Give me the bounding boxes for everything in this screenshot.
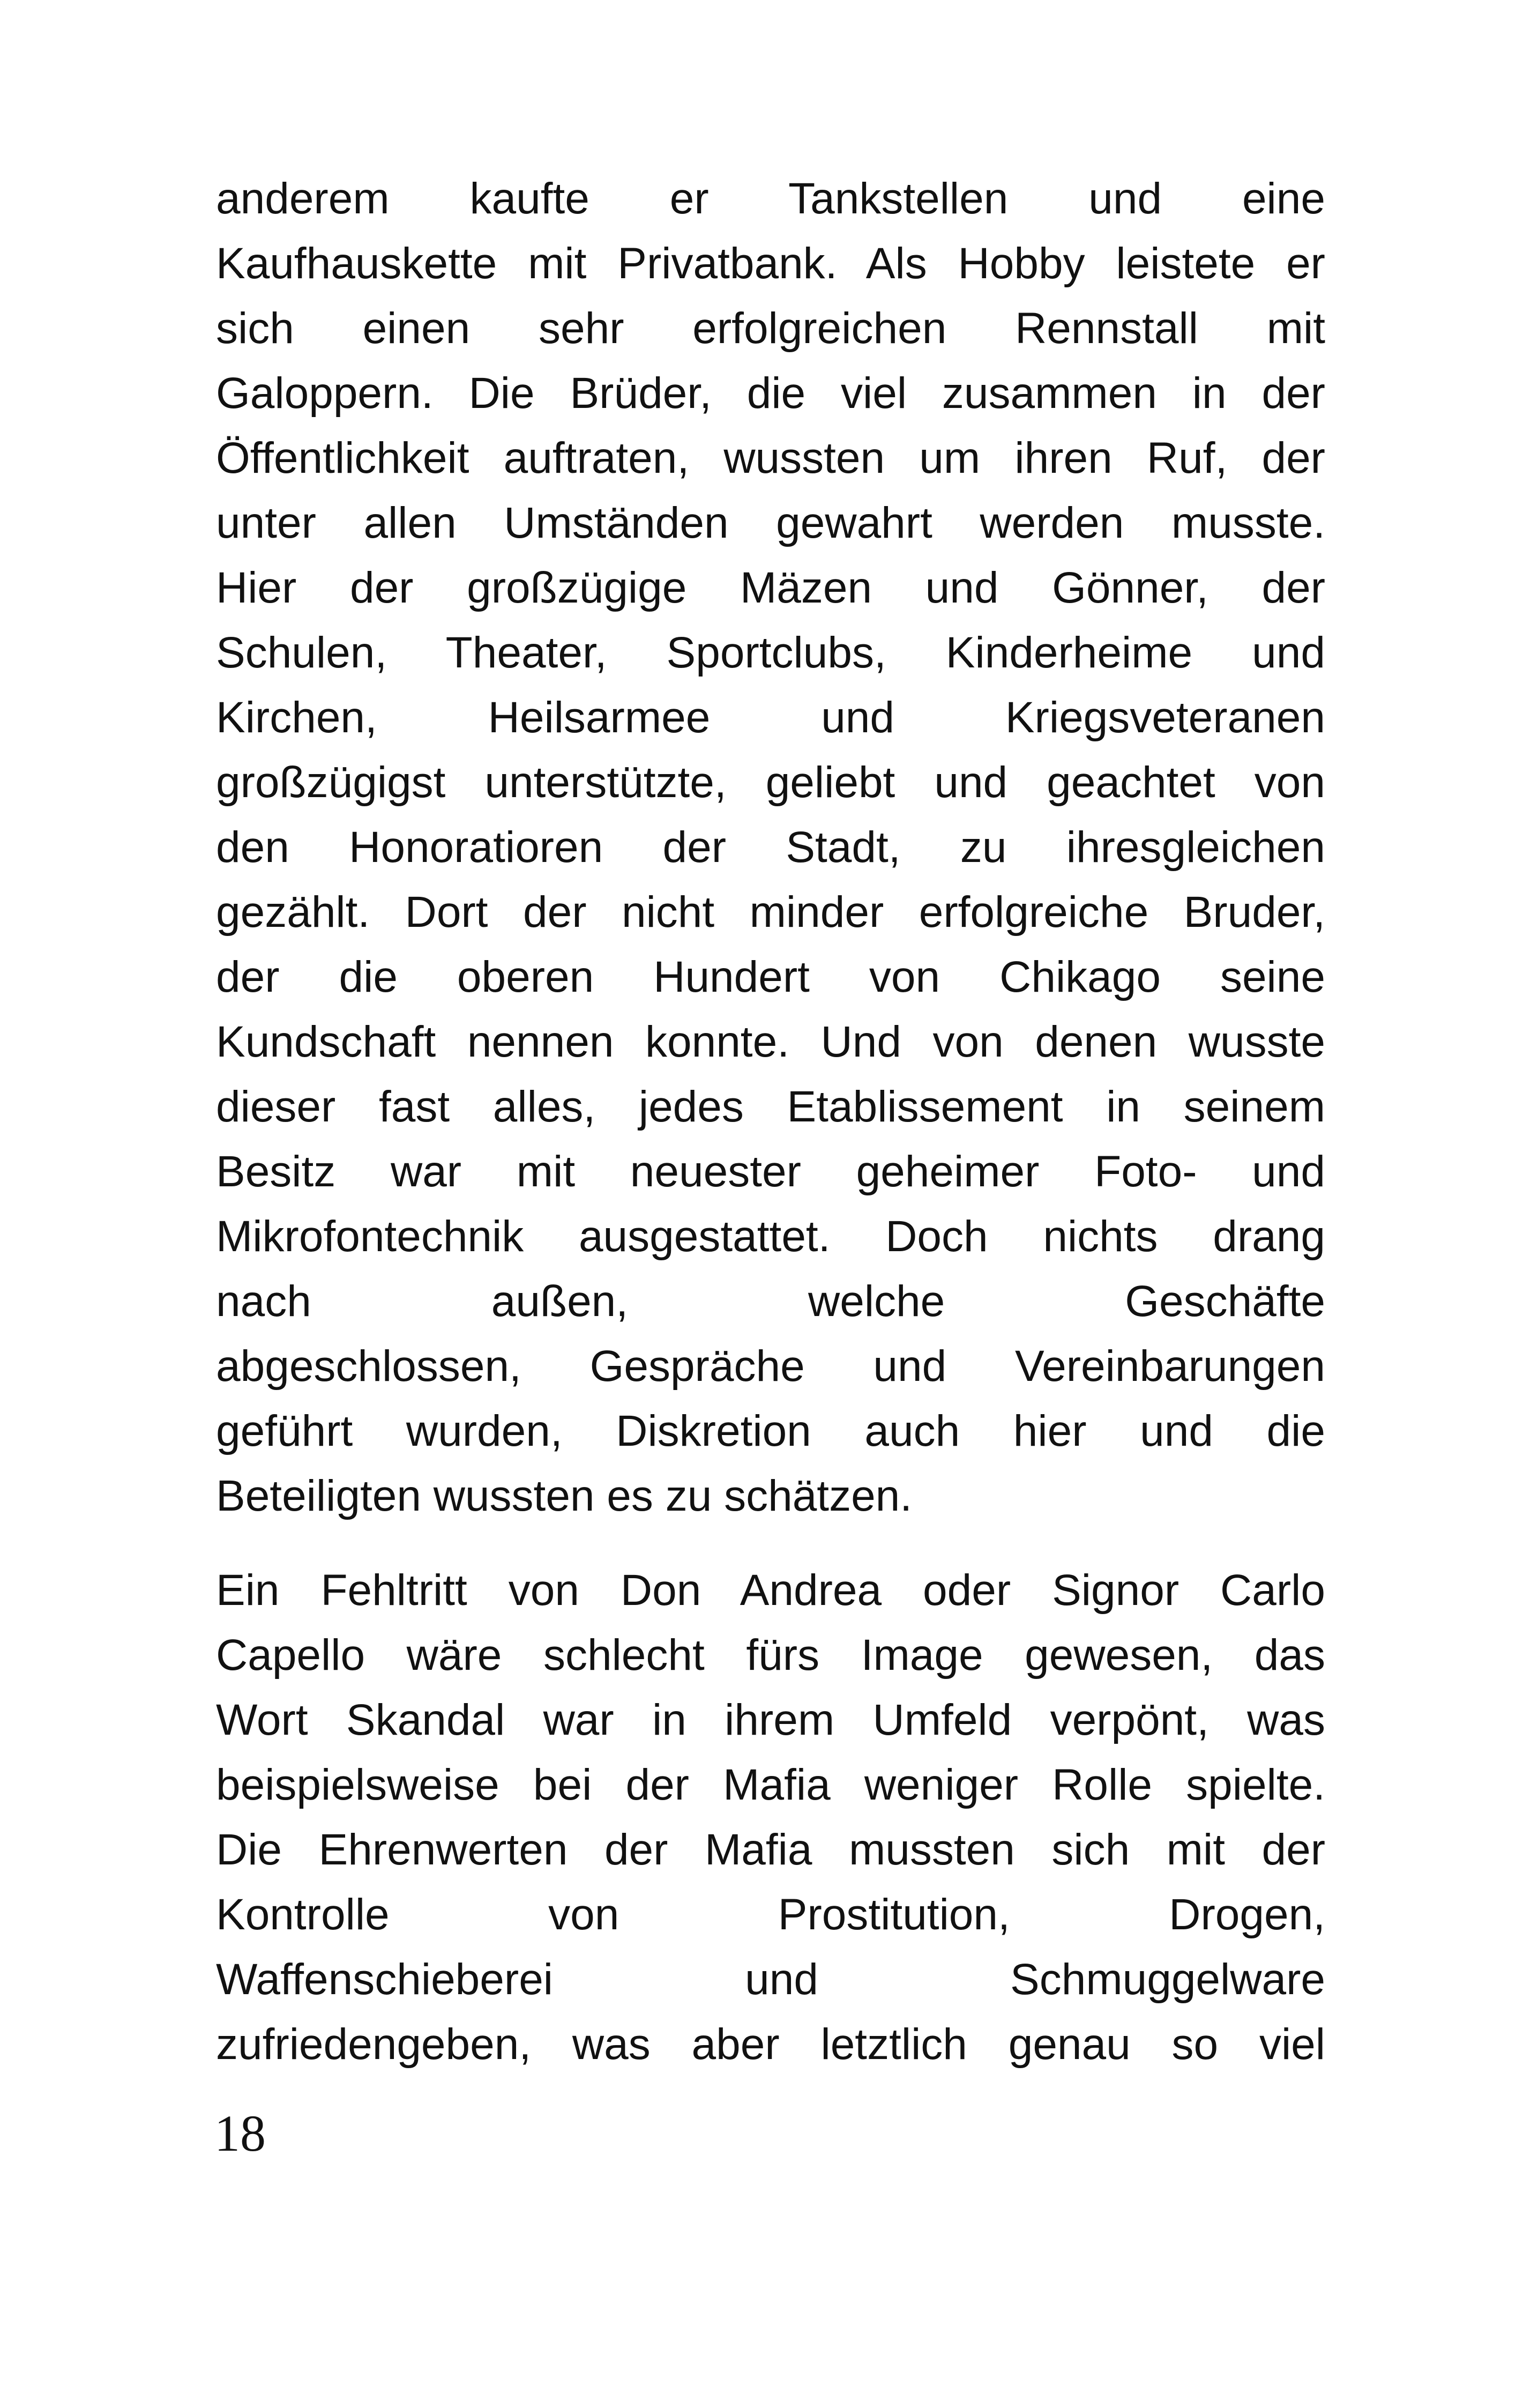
text-line: Kontrolle von Prostitution, Drogen, — [216, 1890, 1325, 1939]
text-line: Ein Fehltritt von Don Andrea oder Signor Carlo — [216, 1566, 1325, 1615]
text-line: dieser fast alles, jedes Etablissement in seinem — [216, 1082, 1325, 1131]
text-line: den Honoratioren der Stadt, zu ihresgleichen — [216, 823, 1325, 872]
text-line: Kaufhauskette mit Privatbank. Als Hobby leistete er — [216, 239, 1325, 288]
text-line: Schulen, Theater, Sportclubs, Kinderheime und — [216, 628, 1325, 677]
text-line: der die oberen Hundert von Chikago seine — [216, 953, 1325, 1001]
text-line: Beteiligten wussten es zu schätzen. — [216, 1471, 913, 1520]
text-line: Mikrofontechnik ausgestattet. Doch nichts drang — [216, 1212, 1325, 1261]
text-line: beispielsweise bei der Mafia weniger Rolle spielte. — [216, 1760, 1325, 1809]
text-line: Wort Skandal war in ihrem Umfeld verpönt, was — [216, 1696, 1325, 1744]
paragraph-2 — [216, 1558, 1325, 2077]
text-line: geführt wurden, Diskretion auch hier und die — [216, 1407, 1325, 1455]
text-line: Waffenschieberei und Schmuggelware — [216, 1955, 1325, 2004]
text-line: sich einen sehr erfolgreichen Rennstall mit — [216, 304, 1325, 353]
text-line: Besitz war mit neuester geheimer Foto- und — [216, 1147, 1325, 1196]
text-line: Kirchen, Heilsarmee und Kriegsveteranen — [216, 693, 1325, 742]
text-line: nach außen, welche Geschäfte — [216, 1277, 1325, 1326]
text-line: abgeschlossen, Gespräche und Vereinbarungen — [216, 1342, 1325, 1391]
text-line: Die Ehrenwerten der Mafia mussten sich mit der — [216, 1825, 1325, 1874]
text-line: Öffentlichkeit auftraten, wussten um ihren Ruf, der — [216, 434, 1325, 482]
text-line: Kundschaft nennen konnte. Und von denen wusste — [216, 1017, 1325, 1066]
text-line: Hier der großzügige Mäzen und Gönner, der — [216, 563, 1325, 612]
text-line: zufriedengeben, was aber letztlich genau so viel — [216, 2020, 1325, 2069]
text-line: unter allen Umständen gewahrt werden musste. — [216, 499, 1325, 547]
page-number: 18 — [214, 2105, 266, 2162]
text-line: anderem kaufte er Tankstellen und eine — [216, 174, 1325, 223]
paragraph-1 — [216, 166, 1325, 1528]
text-line: gezählt. Dort der nicht minder erfolgreiche Bruder, — [216, 888, 1325, 937]
text-line: großzügigst unterstützte, geliebt und geachtet von — [216, 758, 1325, 807]
text-line: Galoppern. Die Brüder, die viel zusammen in der — [216, 369, 1325, 418]
text-line: Capello wäre schlecht fürs Image gewesen, das — [216, 1631, 1325, 1679]
